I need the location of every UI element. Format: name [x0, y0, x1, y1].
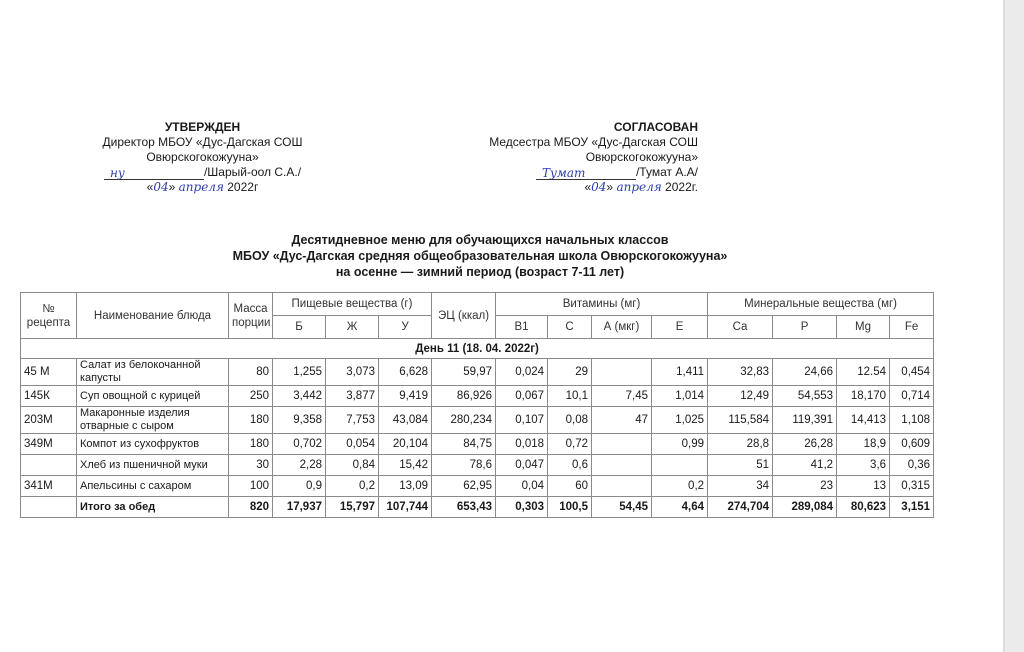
col-minerals: Минеральные вещества (мг) [708, 293, 934, 316]
cell-b1: 0,303 [496, 497, 548, 518]
header-row [21, 293, 934, 316]
cell-b: 0,702 [273, 434, 326, 455]
table-row [21, 455, 934, 476]
cell-zh: 3,073 [326, 359, 379, 386]
col-mg: Mg [837, 316, 890, 339]
cell-c: 29 [548, 359, 592, 386]
agreement-date-day: 04 [591, 180, 607, 194]
signature-line [536, 166, 636, 180]
approval-date-year: 2022г [227, 180, 259, 194]
approval-block [90, 120, 315, 195]
agreement-signature-row [448, 165, 698, 180]
cell-c: 0,08 [548, 407, 592, 434]
approval-date: «04» апреля 2022г [146, 180, 259, 194]
day-row [21, 339, 934, 359]
cell-b: 2,28 [273, 455, 326, 476]
table-row [21, 434, 934, 455]
cell-b1: 0,047 [496, 455, 548, 476]
cell-energy: 86,926 [432, 386, 496, 407]
approval-line-1: Директор МБОУ «Дус-Дагская СОШ [102, 135, 303, 149]
cell-mg: 13 [837, 476, 890, 497]
cell-c: 0,72 [548, 434, 592, 455]
cell-b1: 0,018 [496, 434, 548, 455]
cell-mass: 820 [229, 497, 273, 518]
cell-mg: 18,170 [837, 386, 890, 407]
cell-c: 100,5 [548, 497, 592, 518]
cell-fe: 0,609 [890, 434, 934, 455]
col-nutrients: Пищевые вещества (г) [273, 293, 432, 316]
col-e: Е [652, 316, 708, 339]
cell-u: 9,419 [379, 386, 432, 407]
col-dish: Наименование блюда [77, 293, 229, 339]
cell-b: 9,358 [273, 407, 326, 434]
agreement-block [448, 120, 698, 195]
col-p: Р [773, 316, 837, 339]
cell-e: 1,025 [652, 407, 708, 434]
cell-e: 0,2 [652, 476, 708, 497]
col-b: Б [273, 316, 326, 339]
cell-c: 60 [548, 476, 592, 497]
col-ca: Са [708, 316, 773, 339]
cell-recipe [21, 455, 77, 476]
col-recipe: № рецепта [21, 293, 77, 339]
cell-c: 0,6 [548, 455, 592, 476]
cell-energy: 78,6 [432, 455, 496, 476]
agreement-date-year: 2022г. [665, 180, 698, 194]
cell-p: 24,66 [773, 359, 837, 386]
cell-ca: 274,704 [708, 497, 773, 518]
cell-energy: 84,75 [432, 434, 496, 455]
approval-signature-row [90, 165, 315, 180]
cell-b: 1,255 [273, 359, 326, 386]
cell-b: 3,442 [273, 386, 326, 407]
approval-heading: УТВЕРЖДЕН [164, 120, 241, 134]
cell-mg: 12.54 [837, 359, 890, 386]
cell-fe: 1,108 [890, 407, 934, 434]
signature-line [104, 166, 204, 180]
cell-recipe: 341М [21, 476, 77, 497]
cell-zh: 3,877 [326, 386, 379, 407]
cell-e: 1,411 [652, 359, 708, 386]
cell-zh: 0,054 [326, 434, 379, 455]
cell-energy: 653,43 [432, 497, 496, 518]
cell-ca: 51 [708, 455, 773, 476]
total-row [21, 497, 934, 518]
cell-fe: 3,151 [890, 497, 934, 518]
cell-energy: 62,95 [432, 476, 496, 497]
cell-p: 26,28 [773, 434, 837, 455]
cell-u: 15,42 [379, 455, 432, 476]
agreement-heading: СОГЛАСОВАН [613, 120, 698, 134]
approval-date-month: апреля [178, 180, 224, 194]
cell-b: 17,937 [273, 497, 326, 518]
signature-handwriting: Тумат [541, 166, 586, 180]
cell-b1: 0,024 [496, 359, 548, 386]
cell-mg: 18,9 [837, 434, 890, 455]
cell-energy: 59,97 [432, 359, 496, 386]
cell-dish: Компот из сухофруктов [77, 434, 229, 455]
cell-ca: 32,83 [708, 359, 773, 386]
cell-zh: 15,797 [326, 497, 379, 518]
cell-recipe: 203М [21, 407, 77, 434]
cell-mass: 80 [229, 359, 273, 386]
col-mass: Масса порции [229, 293, 273, 339]
cell-e: 4,64 [652, 497, 708, 518]
cell-b1: 0,04 [496, 476, 548, 497]
cell-e [652, 455, 708, 476]
cell-u: 43,084 [379, 407, 432, 434]
cell-a [592, 476, 652, 497]
cell-zh: 0,2 [326, 476, 379, 497]
table-row [21, 476, 934, 497]
cell-mass: 250 [229, 386, 273, 407]
table-row [21, 359, 934, 386]
agreement-line-1: Медсестра МБОУ «Дус-Дагская СОШ [489, 135, 698, 149]
cell-p: 119,391 [773, 407, 837, 434]
cell-p: 289,084 [773, 497, 837, 518]
cell-recipe: 45 М [21, 359, 77, 386]
cell-mg: 80,623 [837, 497, 890, 518]
cell-p: 41,2 [773, 455, 837, 476]
cell-u: 6,628 [379, 359, 432, 386]
cell-u: 13,09 [379, 476, 432, 497]
col-b1: В1 [496, 316, 548, 339]
approver-name: /Шарый-оол С.А./ [203, 165, 302, 179]
cell-dish: Салат из белокочанной капусты [77, 359, 229, 386]
signature-handwriting: ну [109, 166, 125, 180]
day-label: День 11 (18. 04. 2022г) [21, 339, 934, 359]
document-title [160, 232, 800, 280]
cell-dish: Итого за обед [77, 497, 229, 518]
cell-e: 0,99 [652, 434, 708, 455]
agreement-date-month: апреля [616, 180, 662, 194]
agreement-line-2: Овюрскогокожууна» [585, 150, 698, 164]
cell-fe: 0,454 [890, 359, 934, 386]
cell-zh: 0,84 [326, 455, 379, 476]
cell-ca: 12,49 [708, 386, 773, 407]
table-row [21, 386, 934, 407]
title-line-3: на осенне — зимний период (возраст 7-11 лет) [335, 265, 625, 279]
approval-line-2: Овюрскогокожууна» [146, 150, 259, 164]
cell-p: 23 [773, 476, 837, 497]
cell-ca: 34 [708, 476, 773, 497]
agreement-date: «04» апреля 2022г. [584, 180, 698, 194]
cell-a: 7,45 [592, 386, 652, 407]
menu-table [20, 292, 934, 518]
cell-dish: Хлеб из пшеничной муки [77, 455, 229, 476]
cell-e: 1,014 [652, 386, 708, 407]
cell-energy: 280,234 [432, 407, 496, 434]
cell-b1: 0,067 [496, 386, 548, 407]
agreer-name: /Тумат А.А/ [635, 165, 698, 179]
cell-u: 107,744 [379, 497, 432, 518]
table-row [21, 407, 934, 434]
scan-margin [1005, 0, 1024, 652]
cell-a: 47 [592, 407, 652, 434]
title-line-2: МБОУ «Дус-Дагская средняя общеобразовательная школа Овюрскогокожууна» [232, 249, 728, 263]
col-a: А (мкг) [592, 316, 652, 339]
cell-fe: 0,36 [890, 455, 934, 476]
cell-a: 54,45 [592, 497, 652, 518]
title-line-1: Десятидневное меню для обучающихся начальных классов [291, 233, 669, 247]
cell-mg: 14,413 [837, 407, 890, 434]
col-vitamins: Витамины (мг) [496, 293, 708, 316]
cell-ca: 115,584 [708, 407, 773, 434]
cell-mg: 3,6 [837, 455, 890, 476]
cell-dish: Суп овощной с курицей [77, 386, 229, 407]
cell-recipe [21, 497, 77, 518]
cell-a [592, 434, 652, 455]
cell-fe: 0,714 [890, 386, 934, 407]
cell-b: 0,9 [273, 476, 326, 497]
cell-mass: 30 [229, 455, 273, 476]
approval-date-day: 04 [153, 180, 169, 194]
cell-fe: 0,315 [890, 476, 934, 497]
cell-zh: 7,753 [326, 407, 379, 434]
cell-ca: 28,8 [708, 434, 773, 455]
col-energy: ЭЦ (ккал) [432, 293, 496, 339]
col-u: У [379, 316, 432, 339]
cell-recipe: 145К [21, 386, 77, 407]
cell-mass: 100 [229, 476, 273, 497]
col-zh: Ж [326, 316, 379, 339]
cell-u: 20,104 [379, 434, 432, 455]
cell-b1: 0,107 [496, 407, 548, 434]
cell-a [592, 359, 652, 386]
cell-mass: 180 [229, 407, 273, 434]
cell-dish: Макаронные изделия отварные с сыром [77, 407, 229, 434]
cell-mass: 180 [229, 434, 273, 455]
cell-a [592, 455, 652, 476]
cell-p: 54,553 [773, 386, 837, 407]
cell-c: 10,1 [548, 386, 592, 407]
col-fe: Fe [890, 316, 934, 339]
cell-dish: Апельсины с сахаром [77, 476, 229, 497]
col-c: С [548, 316, 592, 339]
cell-recipe: 349М [21, 434, 77, 455]
